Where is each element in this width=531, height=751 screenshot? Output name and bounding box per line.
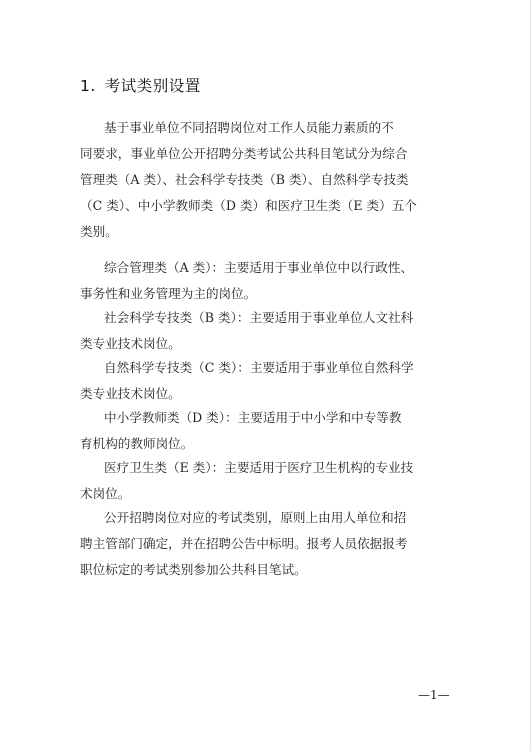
paragraph-line: 事务性和业务管理为主的岗位。 (80, 286, 257, 301)
paragraph-line: 育机构的教师岗位。 (80, 436, 194, 451)
paragraph-line: 同要求，事业单位公开招聘分类考试公共科目笔试分为综合 (80, 146, 408, 161)
paragraph-line: 聘主管部门确定，并在招聘公告中标明。报考人员依据报考 (80, 536, 408, 551)
paragraph-line: 类专业技术岗位。 (80, 386, 181, 401)
paragraph-line: 医疗卫生类（E 类）：主要适用于医疗卫生机构的专业技 (104, 460, 414, 475)
section-heading (80, 74, 201, 96)
paragraph-line: 综合管理类（A 类）：主要适用于事业单位中以行政性、 (104, 260, 414, 275)
section-title: 考试类别设置 (104, 77, 201, 95)
paragraph-line: 公开招聘岗位对应的考试类别，原则上由用人单位和招 (104, 510, 407, 525)
paragraph-line: 类别。 (80, 224, 118, 239)
paragraph-line: 社会科学专技类（B 类）：主要适用于事业单位人文社科 (104, 310, 414, 325)
page-number: —1— (418, 688, 450, 702)
section-number: 1. (80, 77, 96, 95)
paragraph-line: （C 类）、中小学教师类（D 类）和医疗卫生类（E 类）五个 (80, 198, 417, 213)
paragraph-line: 职位标定的考试类别参加公共科目笔试。 (80, 562, 307, 577)
paragraph-line: 类专业技术岗位。 (80, 336, 181, 351)
paragraph-line: 自然科学专技类（C 类）：主要适用于事业单位自然科学 (104, 360, 414, 375)
paragraph-line: 基于事业单位不同招聘岗位对工作人员能力素质的不 (104, 120, 394, 135)
paragraph-line: 术岗位。 (80, 486, 131, 501)
paragraph-line: 中小学教师类（D 类）：主要适用于中小学和中专等教 (104, 410, 402, 425)
paragraph-line: 管理类（A 类）、社会科学专技类（B 类）、自然科学专技类 (80, 172, 409, 187)
